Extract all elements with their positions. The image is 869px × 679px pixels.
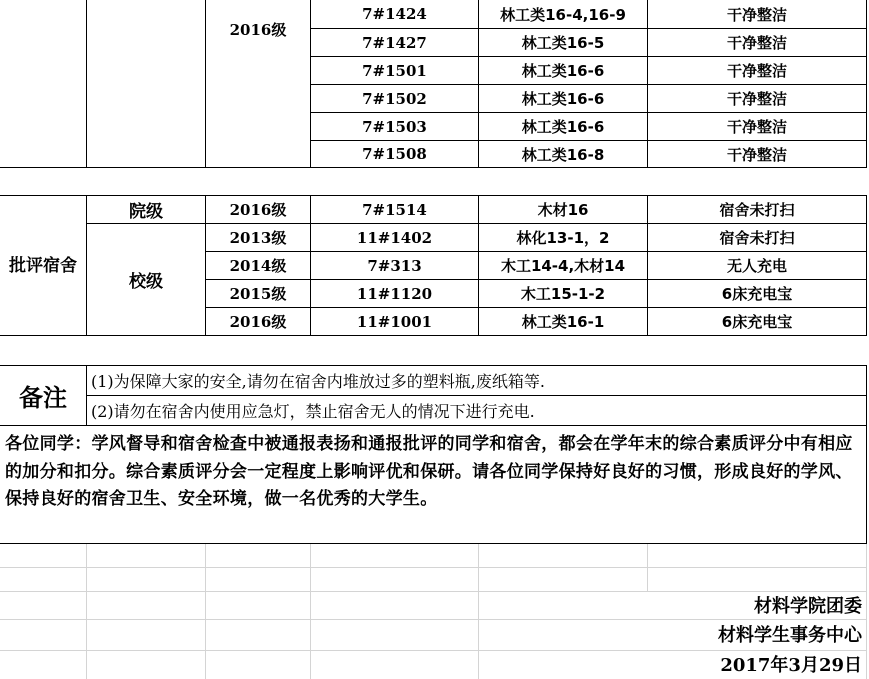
room-cell: 7#1424	[362, 5, 427, 23]
class-cell: 林工类16-6	[521, 62, 605, 80]
grade-cell: 2014级	[229, 257, 287, 275]
school-level-label: 校级	[129, 272, 163, 292]
remark-cell: 6床充电宝	[721, 313, 793, 331]
class-cell: 林工类16-5	[521, 34, 605, 52]
class-cell: 林工类16-6	[521, 118, 605, 136]
remark-cell: 干净整洁	[726, 90, 787, 108]
class-cell: 木材16	[537, 201, 589, 219]
class-cell: 林工类16-6	[521, 90, 605, 108]
class-cell: 木工14-4,木材14	[500, 257, 626, 275]
grade-cell: 2013级	[229, 229, 287, 247]
room-cell: 7#1427	[362, 33, 427, 52]
signature-org1: 材料学院团委	[754, 596, 862, 617]
room-cell: 7#313	[367, 256, 422, 275]
criticism-title: 批评宿舍	[9, 255, 77, 276]
signature-date: 2017年3月29日	[720, 655, 862, 676]
remark-cell: 干净整洁	[726, 5, 787, 24]
praise-grade: 2016级	[229, 20, 287, 39]
college-level-label: 院级	[129, 202, 163, 222]
class-cell: 林工类16-4,16-9	[500, 5, 626, 24]
signature-org2: 材料学生事务中心	[718, 625, 862, 646]
remark-cell: 宿舍未打扫	[719, 201, 795, 219]
room-cell: 7#1514	[362, 200, 427, 219]
note-item: (1)为保障大家的安全,请勿在宿舍内堆放过多的塑料瓶,废纸箱等.	[91, 372, 545, 391]
room-cell: 7#1501	[362, 61, 427, 80]
note-item: (2)请勿在宿舍内使用应急灯，禁止宿舍无人的情况下进行充电.	[91, 402, 535, 421]
message-paragraph: 各位同学：学风督导和宿舍检查中被通报表扬和通报批评的同学和宿舍，都会在学年末的综合素质评分中有相应的加分和扣分。综合素质评分会一定程度上影响评优和保研。请各位同学保持好良好的习惯，形成良好的学风、保持良好的宿舍卫生、安全环境，做一名优秀的大学生。	[5, 434, 853, 509]
room-cell: 11#1120	[356, 284, 433, 303]
remark-cell: 干净整洁	[726, 145, 787, 164]
remark-cell: 干净整洁	[726, 62, 787, 80]
notes-label: 备注	[19, 384, 67, 412]
class-cell: 木工15-1-2	[520, 285, 606, 303]
grade-cell: 2016级	[229, 201, 287, 219]
class-cell: 林化13-1，2	[516, 229, 610, 247]
room-cell: 7#1508	[362, 145, 427, 163]
remark-cell: 干净整洁	[726, 34, 787, 52]
room-cell: 11#1402	[356, 228, 433, 247]
remark-cell: 无人充电	[726, 257, 787, 275]
room-cell: 7#1503	[362, 117, 427, 136]
remark-cell: 宿舍未打扫	[719, 229, 795, 247]
remark-cell: 6床充电宝	[721, 285, 793, 303]
grade-cell: 2016级	[229, 313, 287, 331]
class-cell: 林工类16-1	[521, 313, 605, 331]
class-cell: 林工类16-8	[521, 145, 605, 164]
room-cell: 11#1001	[356, 312, 433, 331]
grade-cell: 2015级	[229, 285, 287, 303]
room-cell: 7#1502	[362, 89, 427, 108]
remark-cell: 干净整洁	[726, 118, 787, 136]
